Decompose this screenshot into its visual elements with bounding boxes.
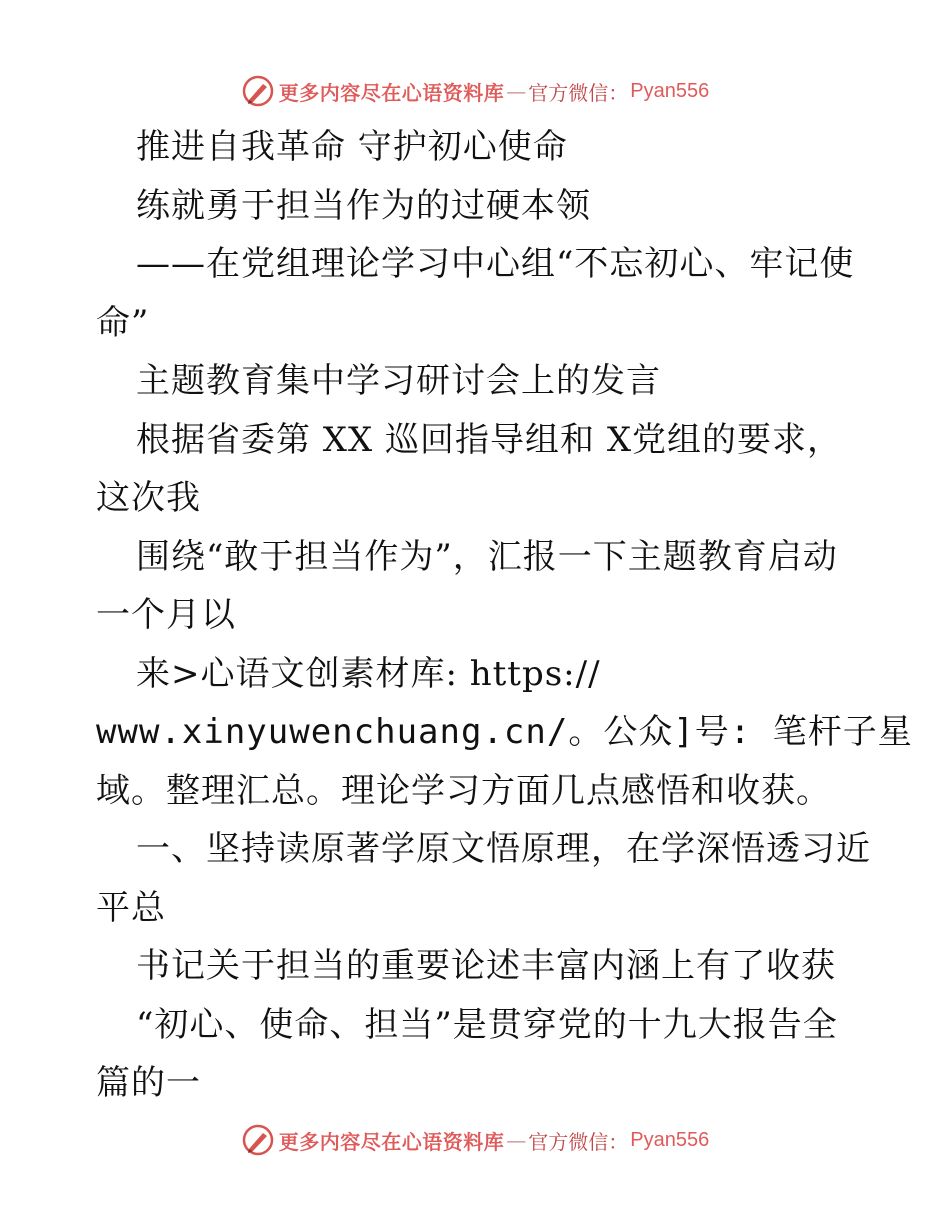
doc-title-line-1: 推进自我革命 守护初心使命 (136, 127, 568, 167)
doc-url-line: www.xinyuwenchuang.cn/。公众]号: 笔杆子星 (96, 712, 913, 752)
doc-section-heading-line: 平总 (96, 887, 166, 928)
watermark-wechat-id: Pyan556 (630, 79, 710, 102)
watermark-dash: — (506, 1128, 527, 1152)
pen-logo-icon (241, 74, 275, 108)
doc-paragraph-line: “初心、使命、担当”是贯穿党的十九大报告全 (136, 1004, 838, 1045)
doc-title-line-2: 练就勇于担当作为的过硬本领 (136, 185, 591, 226)
doc-paragraph-line: 这次我 (96, 478, 201, 518)
doc-paragraph-line: 域。整理汇总。理论学习方面几点感悟和收获。 (96, 770, 831, 811)
doc-section-heading-line: 一、坚持读原著学原文悟原理，在学深悟透习近 (136, 829, 871, 869)
watermark-slogan: 更多内容尽在心语资料库 (278, 1129, 505, 1154)
pen-logo-icon (241, 1123, 275, 1157)
watermark-wechat-label: 官方微信： (528, 1129, 629, 1154)
doc-paragraph-line: 书记关于担当的重要论述丰富内涵上有了收获 (136, 946, 836, 986)
doc-subtitle-line-1: ——在党组理论学习中心组“不忘初心、牢记使 (136, 244, 855, 284)
doc-paragraph-line: 根据省委第 XX 巡回指导组和 X党组的要求， (136, 419, 843, 460)
doc-subtitle-line-2: 命” (96, 302, 150, 343)
watermark-slogan: 更多内容尽在心语资料库 (278, 80, 505, 105)
watermark-dash: — (506, 79, 527, 103)
doc-paragraph-line: 围绕“敢于担当作为”，汇报一下主题教育启动 (136, 536, 838, 577)
header-watermark-banner (0, 73, 950, 109)
watermark-wechat-id: Pyan556 (630, 1128, 710, 1151)
footer-watermark-banner (0, 1122, 950, 1158)
doc-paragraph-line: 篇的一 (96, 1063, 201, 1103)
document-body (96, 118, 913, 1113)
doc-subtitle-line-3: 主题教育集中学习研讨会上的发言 (136, 361, 661, 401)
watermark-wechat-label: 官方微信： (528, 80, 629, 105)
doc-paragraph-line: 一个月以 (96, 595, 236, 635)
doc-paragraph-line: 来>心语文创素材库: https:// (136, 653, 601, 694)
